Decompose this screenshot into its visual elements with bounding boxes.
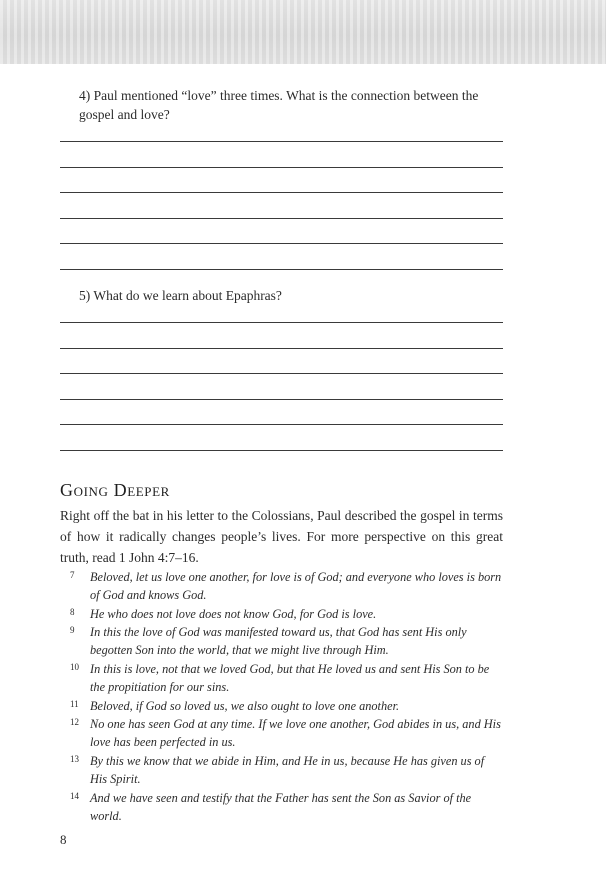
verse-text: Beloved, let us love one another, for love is of God; and everyone who loves is born of God and knows God. — [90, 570, 502, 603]
answer-line[interactable] — [60, 348, 503, 349]
question-4: 4) Paul mentioned “love” three times. What is the connection between the gospel and love? — [79, 88, 479, 122]
verse-number: 7 — [70, 570, 75, 580]
answer-line[interactable] — [60, 192, 503, 193]
verse — [60, 752, 503, 788]
verse-text: By this we know that we abide in Him, and He in us, because He has given us of His Spirit. — [90, 753, 485, 787]
answer-line[interactable] — [60, 269, 503, 270]
answer-line[interactable] — [60, 373, 503, 374]
verse-number: 12 — [70, 717, 79, 728]
verse — [60, 715, 503, 751]
verse — [60, 605, 503, 623]
verse-number: 13 — [70, 753, 79, 764]
verse — [60, 789, 503, 825]
verse-text: In this the love of God was manifested toward us, that God has sent His only begotten Son into the world, that we might live through Him. — [90, 625, 467, 658]
verse-number: 9 — [70, 625, 75, 636]
verse-text: In this is love, not that we loved God, but that He loved us and sent His Son to be the propitiation for our sins. — [90, 661, 490, 695]
answer-line[interactable] — [60, 399, 503, 400]
answer-line[interactable] — [60, 450, 503, 451]
page-number: 8 — [60, 832, 67, 847]
verse — [60, 568, 503, 604]
header-texture-band — [0, 0, 606, 64]
verse — [60, 623, 503, 659]
answer-line[interactable] — [60, 167, 503, 168]
verse — [60, 660, 503, 696]
verse-text: He who does not love does not know God, for God is love. — [90, 606, 377, 621]
answer-line[interactable] — [60, 424, 503, 425]
scripture-passage — [60, 568, 503, 825]
verse-number: 8 — [70, 606, 75, 617]
answer-line[interactable] — [60, 243, 503, 244]
verse-text: And we have seen and testify that the Father has sent the Son as Savior of the world. — [90, 790, 472, 823]
verse-text: No one has seen God at any time. If we love one another, God abides in us, and His love has been perfected in us. — [90, 717, 501, 750]
section-heading: Going Deeper — [60, 480, 170, 500]
verse-number: 11 — [70, 698, 79, 709]
answer-line[interactable] — [60, 141, 503, 142]
verse-text: Beloved, if God so loved us, we also ought to love one another. — [90, 698, 400, 713]
verse-number: 10 — [70, 661, 79, 672]
answer-line[interactable] — [60, 322, 503, 323]
verse-number: 14 — [70, 790, 79, 801]
question-5: 5) What do we learn about Epaphras? — [79, 288, 282, 303]
answer-line[interactable] — [60, 218, 503, 219]
section-intro: Right off the bat in his letter to the Colossians, Paul described the gospel in terms of how it radically changes people’s lives. For more perspective on this great truth, read 1 John 4:7–16. — [60, 508, 503, 565]
verse — [60, 697, 503, 715]
